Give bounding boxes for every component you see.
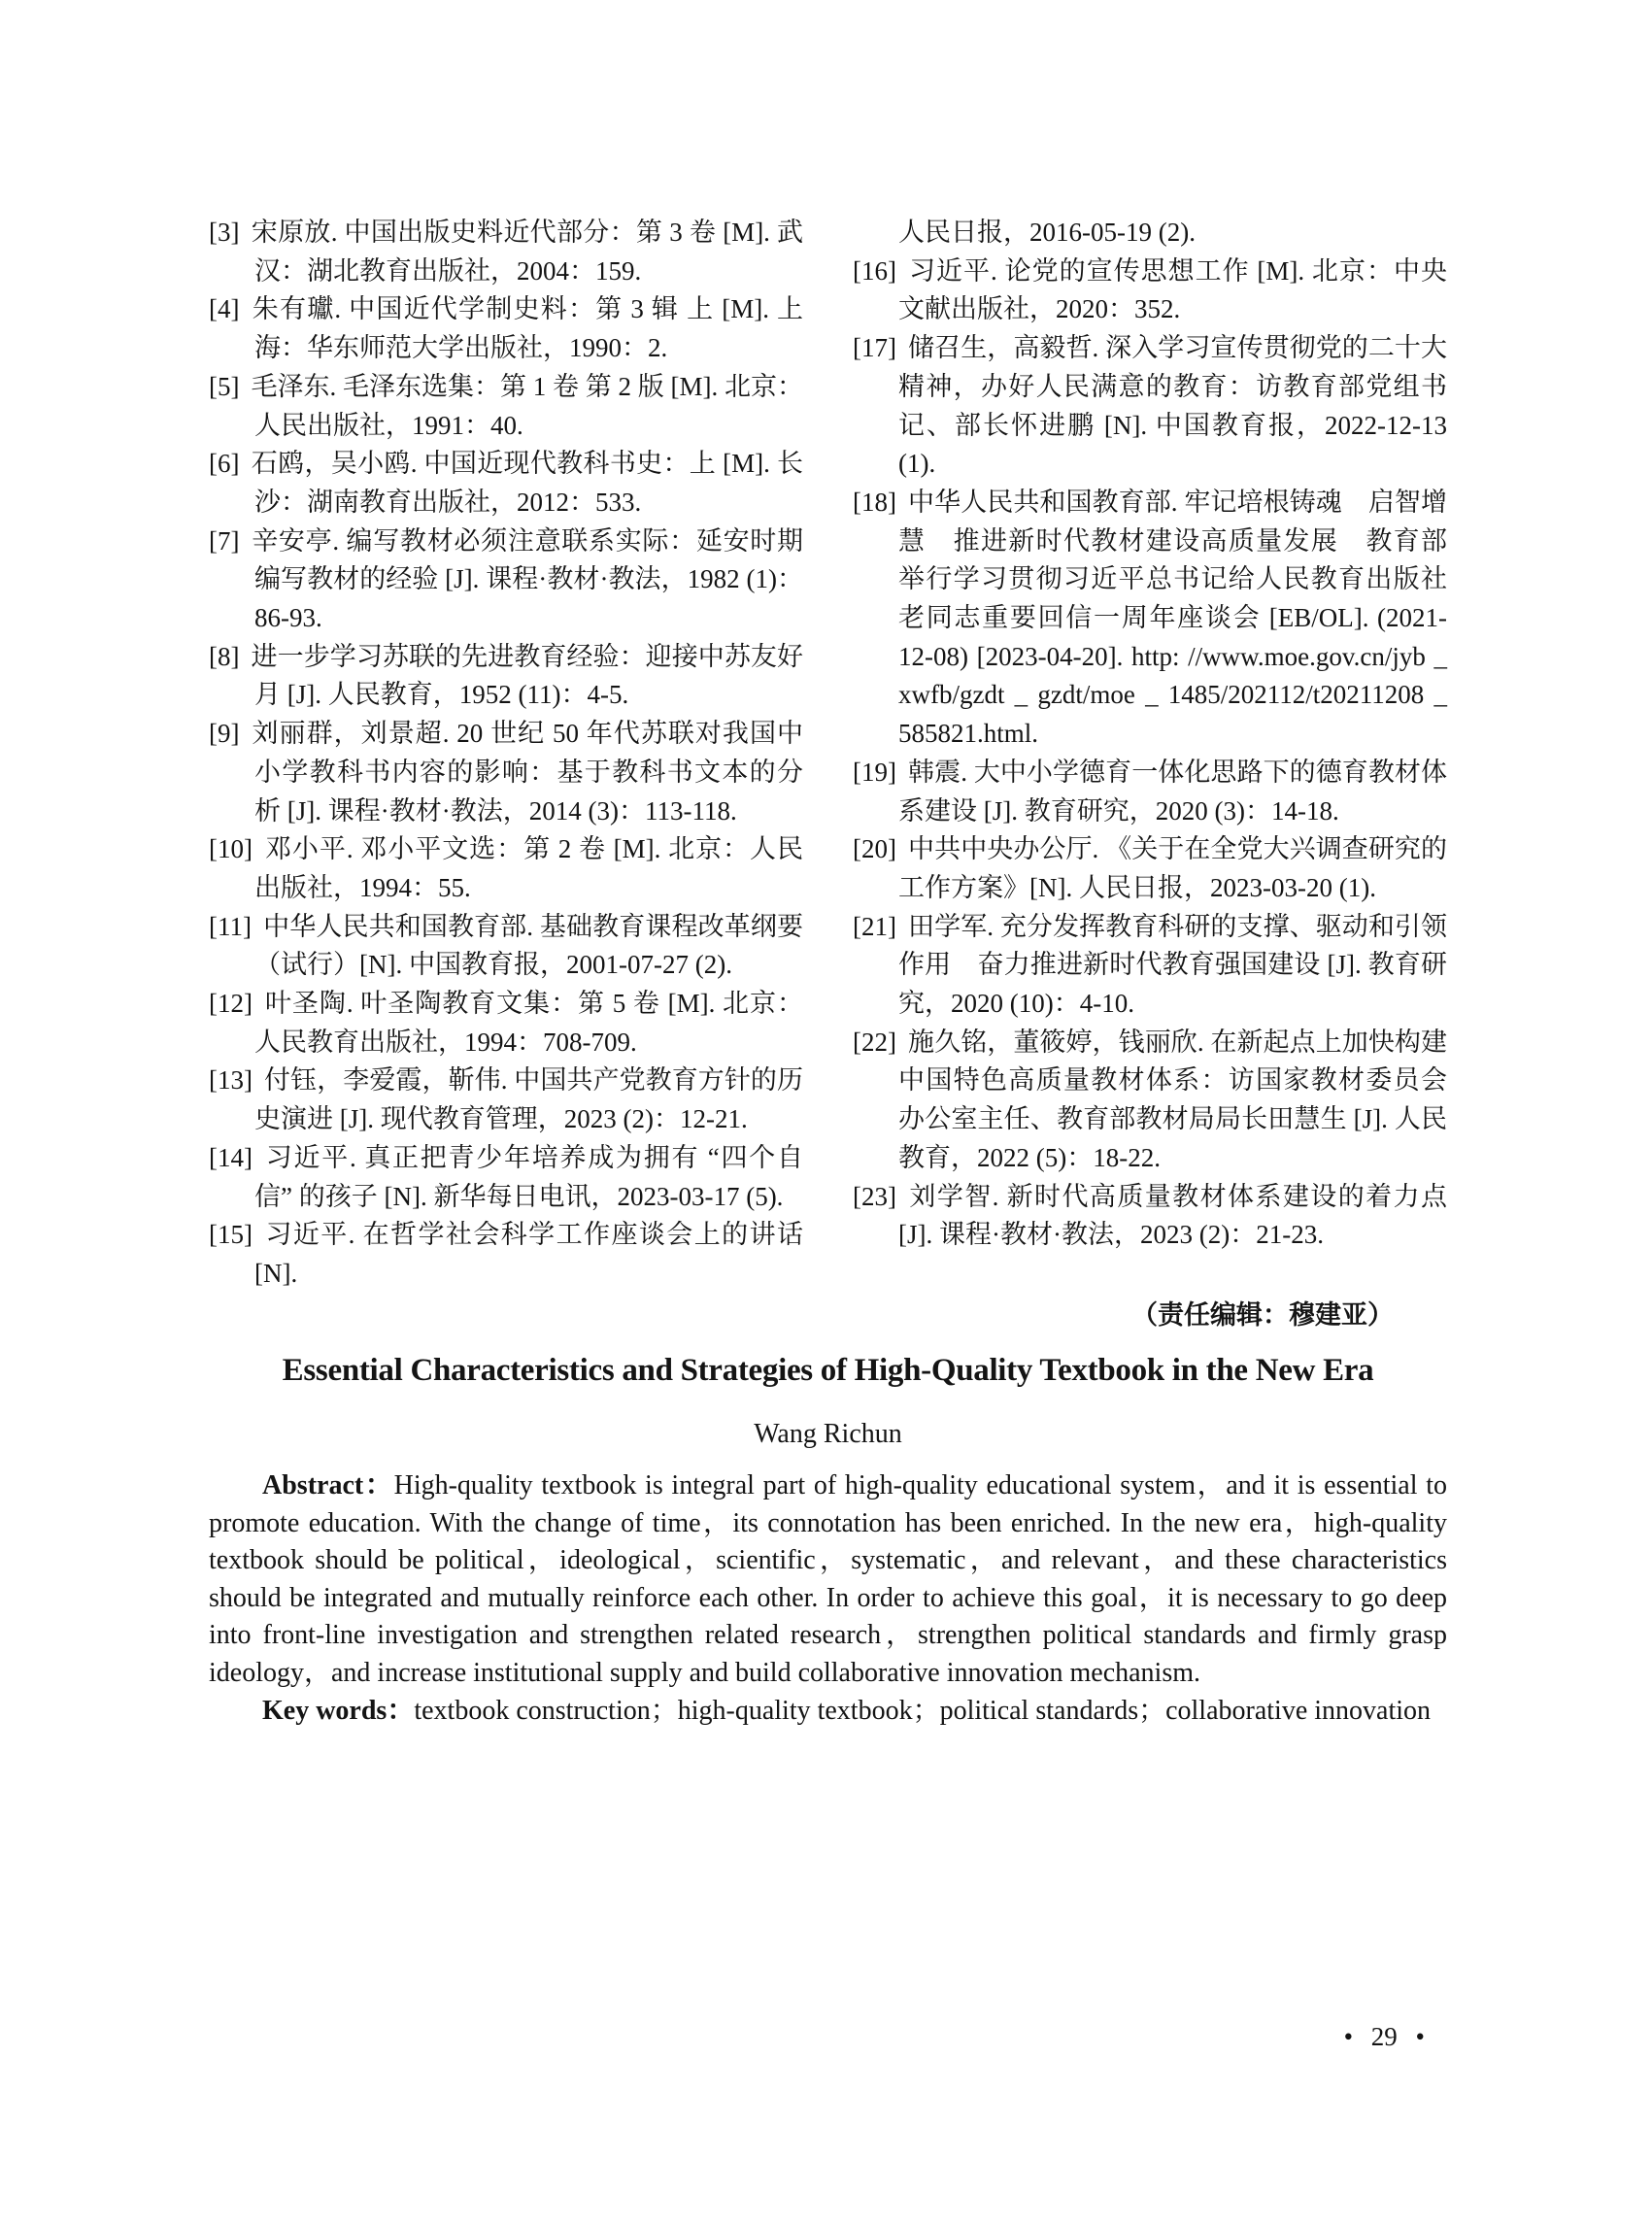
reference-item [853, 1178, 1447, 1255]
reference-text: 石鸥，吴小鸥. 中国近现代教科书史：上 [M]. 长沙：湖南教育出版社，2012：533. [251, 449, 803, 517]
reference-number: [13] [209, 1065, 253, 1096]
reference-text: 进一步学习苏联的先进教育经验：迎接中苏友好月 [J]. 人民教育，1952 (11)：4-5. [251, 641, 803, 710]
references-right-column [853, 214, 1447, 1332]
reference-number: [4] [209, 294, 240, 324]
reference-number: [6] [209, 449, 240, 479]
reference-item [209, 830, 803, 907]
reference-number: [15] [209, 1220, 253, 1250]
reference-number: [21] [853, 911, 896, 941]
reference-text: 习近平. 真正把青少年培养成为拥有 “四个自信” 的孩子 [N]. 新华每日电讯，2023-03-17 (5). [254, 1142, 803, 1211]
reference-item [209, 214, 803, 290]
reference-item [209, 715, 803, 830]
reference-number: [7] [209, 525, 240, 556]
english-keywords-line [209, 1693, 1447, 1731]
reference-item [853, 329, 1447, 484]
responsible-editor-note: （责任编辑：穆建亚） [1131, 1299, 1394, 1330]
reference-number: [3] [209, 218, 240, 247]
keywords-label: Key words： [262, 1695, 415, 1726]
reference-item [209, 1062, 803, 1138]
references-left-column [209, 214, 803, 1294]
reference-text: 田学军. 充分发挥教育科研的支撑、驱动和引领作用 奋力推进新时代教育强国建设 [J]. 教育研究，2020 (10)：4-10. [898, 911, 1447, 1019]
reference-number: [10] [209, 834, 253, 864]
reference-text: 刘学智. 新时代高质量教材体系建设的着力点 [J]. 课程·教材·教法，2023 (2)：21-23. [898, 1181, 1447, 1250]
references-section [209, 214, 1447, 1332]
reference-item [209, 1216, 803, 1293]
reference-item [209, 290, 803, 367]
reference-text: 付钰，李爱霞，靳伟. 中国共产党教育方针的历史演进 [J]. 现代教育管理，2023 (2)：12-21. [254, 1065, 803, 1134]
reference-text: 宋原放. 中国出版史料近代部分：第 3 卷 [M]. 武汉：湖北教育出版社，2004：159. [251, 218, 803, 286]
reference-text: 邓小平. 邓小平文选：第 2 卷 [M]. 北京：人民出版社，1994：55. [254, 834, 803, 902]
page-number: • 29 • [1343, 2022, 1425, 2051]
english-abstract-section [209, 1352, 1447, 1730]
reference-number: [17] [853, 333, 896, 363]
reference-text: 中华人民共和国教育部. 牢记培根铸魂 启智增慧 推进新时代教材建设高质量发展 教育部举行学习贯彻习近平总书记给人民教育出版社老同志重要回信一周年座谈会 [EB/OL]. (2021-12-08) [2023-04-20]. http: //www.moe.gov.cn/jyb _ xwfb/gzdt _ gzdt/moe _ 1485/202112/t20211208 _ 585821.html. [898, 487, 1447, 749]
reference-number: [23] [853, 1181, 896, 1211]
reference-item [209, 1139, 803, 1216]
reference-number: [20] [853, 834, 896, 864]
reference-text: 朱有瓛. 中国近代学制史料：第 3 辑 上 [M]. 上海：华东师范大学出版社，1990：2. [251, 294, 803, 363]
reference-item [853, 830, 1447, 907]
reference-item [853, 754, 1447, 830]
reference-item [209, 368, 803, 445]
reference-text: 习近平. 论党的宣传思想工作 [M]. 北京：中央文献出版社，2020：352. [898, 255, 1447, 324]
references-right-list [853, 214, 1447, 1255]
reference-item [209, 638, 803, 715]
reference-number: [9] [209, 719, 240, 749]
reference-text: 储召生，高毅哲. 深入学习宣传贯彻党的二十大精神，办好人民满意的教育：访教育部党组书记、部长怀进鹏 [N]. 中国教育报，2022-12-13 (1). [898, 333, 1447, 479]
reference-item [853, 253, 1447, 329]
reference-item [209, 445, 803, 522]
reference-number: [18] [853, 487, 896, 517]
reference-text: 毛泽东. 毛泽东选集：第 1 卷 第 2 版 [M]. 北京：人民出版社，1991：40. [251, 371, 803, 440]
reference-number: [12] [209, 989, 253, 1019]
keywords-text: textbook construction；high-quality textbook；political standards；collaborative innovation [414, 1695, 1432, 1726]
english-author: Wang Richun [754, 1418, 902, 1449]
reference-item [853, 908, 1447, 1024]
reference-text: 韩震. 大中小学德育一体化思路下的德育教材体系建设 [J]. 教育研究，2020 (3)：14-18. [898, 757, 1447, 826]
abstract-label: Abstract： [262, 1469, 394, 1500]
reference-item [209, 523, 803, 638]
reference-text: 习近平. 在哲学社会科学工作座谈会上的讲话 [N]. [254, 1220, 803, 1288]
reference-item [209, 908, 803, 985]
abstract-text: High-quality textbook is integral part of high-quality educational system，and it is essential to promote education. With the change of time，its connotation has been enriched. In the new era，high-quality textbook should be political，ideological，scientific，systematic，and relevant，and these characteristics should be integrated and mutually reinforce each other. In order to achieve this goal，it is necessary to go deep into front-line investigation and strengthen related research，strengthen political standards and firmly grasp ideology，and increase institutional supply and build collaborative innovation mechanism. [209, 1469, 1447, 1688]
reference-text: 刘丽群，刘景超. 20 世纪 50 年代苏联对我国中小学教科书内容的影响：基于教科书文本的分析 [J]. 课程·教材·教法，2014 (3)：113-118. [251, 719, 803, 826]
reference-text: 人民日报，2016-05-19 (2). [898, 218, 1196, 247]
reference-text: 叶圣陶. 叶圣陶教育文集：第 5 卷 [M]. 北京：人民教育出版社，1994：708-709. [254, 989, 803, 1057]
reference-number: [5] [209, 371, 240, 401]
reference-number: [16] [853, 255, 896, 286]
reference-text: 中共中央办公厅. 《关于在全党大兴调查研究的工作方案》[N]. 人民日报，2023-03-20 (1). [898, 834, 1447, 902]
reference-text: 辛安亭. 编写教材必须注意联系实际：延安时期编写教材的经验 [J]. 课程·教材·教法，1982 (1)：86-93. [251, 525, 803, 633]
reference-text: 中华人民共和国教育部. 基础教育课程改革纲要（试行）[N]. 中国教育报，2001-07-27 (2). [254, 911, 803, 980]
reference-item [853, 484, 1447, 754]
reference-number: [11] [209, 911, 252, 941]
reference-text: 施久铭，董筱婷，钱丽欣. 在新起点上加快构建中国特色高质量教材体系：访国家教材委员会办公室主任、教育部教材局局长田慧生 [J]. 人民教育，2022 (5)：18-22. [898, 1027, 1447, 1172]
reference-item [853, 214, 1447, 253]
english-abstract-paragraph [209, 1467, 1447, 1693]
reference-number: [8] [209, 641, 240, 671]
reference-number: [14] [209, 1142, 253, 1172]
reference-item [853, 1024, 1447, 1178]
reference-number: [19] [853, 757, 896, 787]
reference-number: [22] [853, 1027, 896, 1057]
reference-item [209, 985, 803, 1062]
english-title: Essential Characteristics and Strategies of High-Quality Textbook in the New Era [282, 1353, 1374, 1388]
